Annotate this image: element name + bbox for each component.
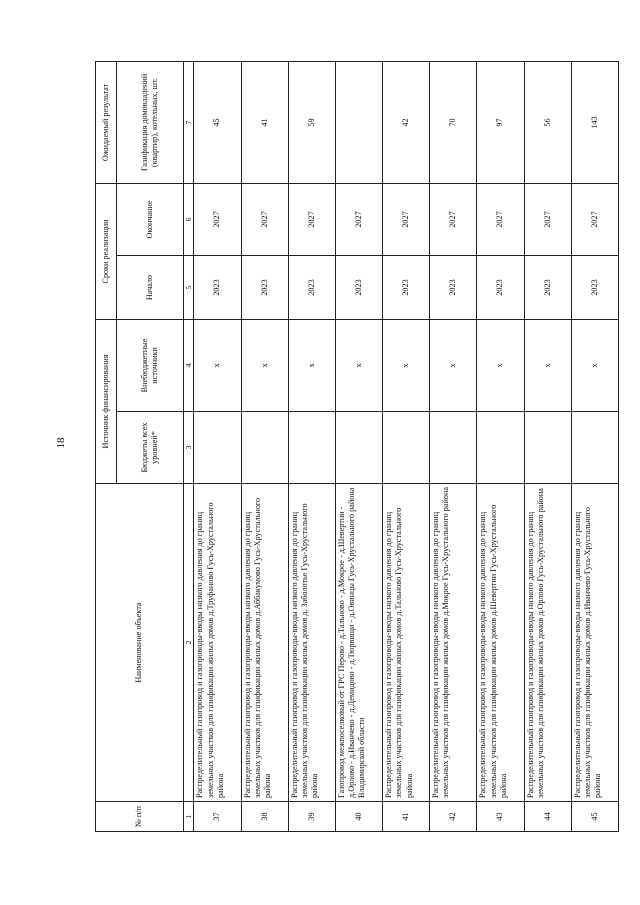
- budget-cell: [430, 412, 477, 484]
- result-count: 45: [194, 61, 241, 183]
- table-row: [241, 61, 288, 831]
- result-count: 41: [241, 61, 288, 183]
- header-num: № п/п: [96, 802, 184, 832]
- extra-funding-cell: х: [241, 319, 288, 411]
- header-row-1: [96, 61, 117, 831]
- end-year: 2027: [571, 183, 618, 255]
- result-count: 97: [477, 61, 524, 183]
- object-name: Распределительный газопровод и газопроводы-вводы низкого давления до границ земельных участков для газификации жилых домов д.Шевертни Гусь-Хрустального района: [477, 484, 524, 802]
- rotated-table-wrapper: [95, 62, 619, 832]
- object-name: Распределительный газопровод и газопроводы-вводы низкого давления до границ земельных участков для газификации жилых домов д.Иванчево Гусь-Хрустального района: [571, 484, 618, 802]
- extra-funding-cell: х: [383, 319, 430, 411]
- header-end: Окончание: [117, 183, 184, 255]
- extra-funding-cell: х: [194, 319, 241, 411]
- col-number: 1: [184, 802, 194, 832]
- table-row: [571, 61, 618, 831]
- extra-funding-cell: х: [524, 319, 571, 411]
- row-number: 45: [571, 802, 618, 832]
- table-body: [194, 61, 619, 831]
- start-year: 2023: [288, 255, 335, 319]
- table-row: [383, 61, 430, 831]
- result-count: [335, 61, 382, 183]
- column-number-row: [184, 61, 194, 831]
- object-name: Распределительный газопровод и газопроводы-вводы низкого давления до границ земельных участков для газификации жилых домов д.Труфаново Гусь-Хрустального района: [194, 484, 241, 802]
- object-name: Распределительный газопровод и газопроводы-вводы низкого давления до границ земельных участков для газификации жилых домов д.Орлово Гусь-Хрустального района: [524, 484, 571, 802]
- result-count: 42: [383, 61, 430, 183]
- row-number: 41: [383, 802, 430, 832]
- extra-funding-cell: х: [430, 319, 477, 411]
- extra-funding-cell: х: [288, 319, 335, 411]
- header-periods: Сроки реализации: [96, 183, 117, 319]
- object-name: Распределительный газопровод и газопроводы-вводы низкого давления до границ земельных участков для газификации жилых домов д.Мокрое Гусь-Хрустального района: [430, 484, 477, 802]
- header-name: Наименование объекта: [96, 484, 184, 802]
- row-number: 39: [288, 802, 335, 832]
- extra-funding-cell: х: [335, 319, 382, 411]
- budget-cell: [288, 412, 335, 484]
- row-number: 43: [477, 802, 524, 832]
- start-year: 2023: [477, 255, 524, 319]
- result-count: 59: [288, 61, 335, 183]
- object-name: Газопровод межпоселковый от ГРС Перово - д.Тальново - д.Мокрое - д.Шевертни - д.Орлово - д.Иванчево - д.Демидово - д.Тюрвищи - д.Овинцы Гусь-Хрустального района Владимирской области: [335, 484, 382, 802]
- budget-cell: [477, 412, 524, 484]
- start-year: 2023: [335, 255, 382, 319]
- end-year: 2027: [383, 183, 430, 255]
- header-start: Начало: [117, 255, 184, 319]
- extra-funding-cell: х: [477, 319, 524, 411]
- end-year: 2027: [241, 183, 288, 255]
- header-extra: Внебюджетные источники: [117, 319, 184, 411]
- end-year: 2027: [477, 183, 524, 255]
- start-year: 2023: [194, 255, 241, 319]
- col-number: 2: [184, 484, 194, 802]
- budget-cell: [335, 412, 382, 484]
- row-number: 42: [430, 802, 477, 832]
- header-budgets: Бюджеты всех уровней*: [117, 412, 184, 484]
- col-number: 5: [184, 255, 194, 319]
- start-year: 2023: [524, 255, 571, 319]
- result-count: 56: [524, 61, 571, 183]
- col-number: 7: [184, 61, 194, 183]
- header-funding: Источник финансирования: [96, 319, 117, 483]
- result-count: 143: [571, 61, 618, 183]
- table-row: [430, 61, 477, 831]
- object-name: Распределительный газопровод и газопроводы-вводы низкого давления до границ земельных участков для газификации жилых домов д. Заболотье Гусь-Хрустального района: [288, 484, 335, 802]
- end-year: 2027: [335, 183, 382, 255]
- budget-cell: [241, 412, 288, 484]
- col-number: 6: [184, 183, 194, 255]
- start-year: 2023: [430, 255, 477, 319]
- budget-cell: [524, 412, 571, 484]
- col-number: 4: [184, 319, 194, 411]
- page-number: 18: [55, 437, 67, 449]
- budget-cell: [571, 412, 618, 484]
- result-count: 70: [430, 61, 477, 183]
- object-name: Распределительный газопровод и газопроводы-вводы низкого давления до границ земельных участков для газификации жилых домов д.Аббакумово Гусь-Хрустального района: [241, 484, 288, 802]
- header-result: Ожидаемый результат: [96, 61, 117, 183]
- budget-cell: [383, 412, 430, 484]
- col-number: 3: [184, 412, 194, 484]
- row-number: 44: [524, 802, 571, 832]
- table-row: [477, 61, 524, 831]
- row-number: 37: [194, 802, 241, 832]
- table-row: [524, 61, 571, 831]
- end-year: 2027: [194, 183, 241, 255]
- table-row: [335, 61, 382, 831]
- row-number: 40: [335, 802, 382, 832]
- end-year: 2027: [288, 183, 335, 255]
- object-name: Распределительный газопровод и газопроводы-вводы низкого давления до границ земельных участков для газификации жилых домов д.Тальново Гусь-Хрустального района: [383, 484, 430, 802]
- table-row: [288, 61, 335, 831]
- start-year: 2023: [383, 255, 430, 319]
- start-year: 2023: [241, 255, 288, 319]
- row-number: 38: [241, 802, 288, 832]
- budget-cell: [194, 412, 241, 484]
- header-gasification: Газификация домовладений (квартир), котельных, шт.: [117, 61, 184, 183]
- table-row: [194, 61, 241, 831]
- end-year: 2027: [524, 183, 571, 255]
- objects-table: [95, 61, 619, 832]
- start-year: 2023: [571, 255, 618, 319]
- end-year: 2027: [430, 183, 477, 255]
- extra-funding-cell: х: [571, 319, 618, 411]
